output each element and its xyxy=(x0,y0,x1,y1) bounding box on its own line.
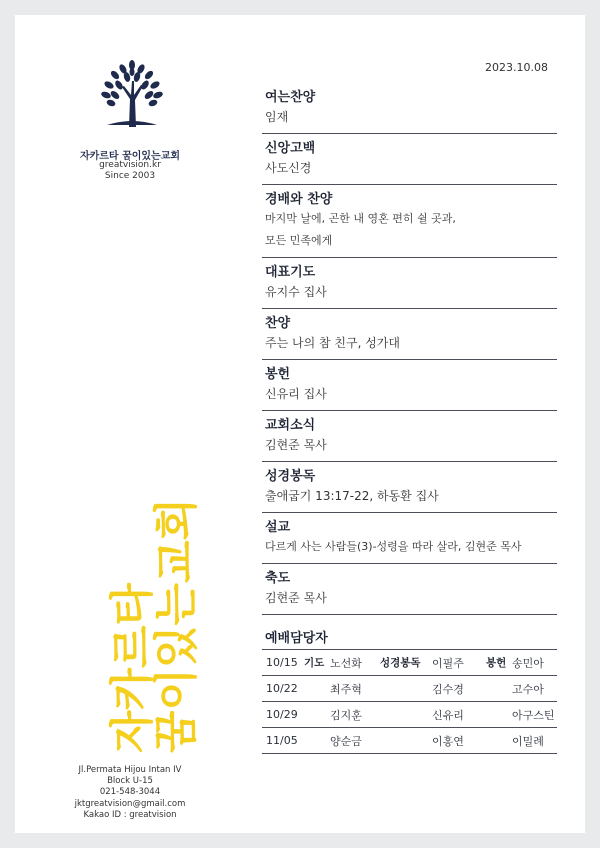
bulletin-date: 2023.10.08 xyxy=(485,61,548,74)
order-item xyxy=(262,185,557,258)
prayer-person: 노선화 xyxy=(330,650,380,676)
order-item-title: 대표기도 xyxy=(265,265,316,280)
offering-person: 아구스틴 xyxy=(512,702,557,728)
order-item-desc: 유지수 집사 xyxy=(265,285,327,299)
order-item-title: 교회소식 xyxy=(265,418,316,433)
table-row xyxy=(262,650,557,676)
offering-person: 송민아 xyxy=(512,650,557,676)
vertical-title-line-1: 자카르타 xyxy=(107,582,158,753)
offering-label: 봉헌 xyxy=(486,650,512,676)
prayer-person: 최주혁 xyxy=(330,676,380,702)
order-item xyxy=(262,309,557,360)
order-item-title: 경배와 찬양 xyxy=(265,192,333,207)
bulletin-page xyxy=(15,15,585,833)
order-item xyxy=(262,411,557,462)
reading-label: 성경봉독 xyxy=(380,650,432,676)
staff-date: 10/22 xyxy=(262,676,304,702)
order-item-desc: 김현준 목사 xyxy=(265,591,327,605)
order-item-title: 설교 xyxy=(265,520,291,535)
order-item-title: 신앙고백 xyxy=(265,141,316,156)
offering-person: 고수아 xyxy=(512,676,557,702)
church-address xyxy=(40,765,220,821)
vertical-title-line-2: 꿈이있는교회 xyxy=(151,497,202,753)
order-item-desc: 임재 xyxy=(265,110,289,124)
table-row xyxy=(262,728,557,754)
order-item-desc: 사도신경 xyxy=(265,161,312,175)
prayer-person: 김지훈 xyxy=(330,702,380,728)
worship-order xyxy=(262,83,557,615)
prayer-label: 기도 xyxy=(304,650,330,676)
tree-logo-icon xyxy=(77,57,187,127)
email-address: jktgreatvision@gmail.com xyxy=(74,798,186,809)
staff-date: 10/15 xyxy=(262,650,304,676)
reading-person: 이필주 xyxy=(432,650,486,676)
address-line: Block U-15 xyxy=(107,776,153,787)
kakao-id: Kakao ID : greatvision xyxy=(83,809,177,820)
order-item-desc: 마지막 날에, 곤한 내 영혼 편히 쉴 곳과, xyxy=(265,212,456,225)
staff-table xyxy=(262,649,557,754)
offering-person: 이밀례 xyxy=(512,728,557,754)
prayer-person: 양순금 xyxy=(330,728,380,754)
order-item-desc: 김현준 목사 xyxy=(265,438,327,452)
table-row xyxy=(262,702,557,728)
order-item xyxy=(262,462,557,513)
order-item xyxy=(262,564,557,615)
order-item xyxy=(262,134,557,185)
reading-person: 이홍연 xyxy=(432,728,486,754)
table-row xyxy=(262,676,557,702)
order-item-title: 봉헌 xyxy=(265,367,291,382)
order-item-title: 성경봉독 xyxy=(265,469,316,484)
staff-date: 11/05 xyxy=(262,728,304,754)
order-item-title: 여는찬양 xyxy=(265,90,316,105)
order-item-title: 찬양 xyxy=(265,316,291,331)
staff-date: 10/29 xyxy=(262,702,304,728)
church-website: greatvision.kr xyxy=(99,160,161,170)
address-line: Jl.Permata Hijou Intan IV xyxy=(78,765,182,775)
order-item xyxy=(262,258,557,309)
order-item-desc: 다르게 사는 사람들(3)-성령을 따라 살라, 김현준 목사 xyxy=(265,540,522,553)
reading-person: 김수경 xyxy=(432,676,486,702)
order-item xyxy=(262,513,557,564)
staff-section-title: 예배담당자 xyxy=(265,631,328,646)
church-since: Since 2003 xyxy=(104,171,156,181)
order-item xyxy=(262,360,557,411)
phone-number: 021-548-3044 xyxy=(99,787,161,798)
order-item xyxy=(262,83,557,134)
order-item-desc: 출애굽기 13:17-22, 하동환 집사 xyxy=(265,489,439,503)
order-item-desc: 모든 민족에게 xyxy=(265,234,333,247)
reading-person: 신유리 xyxy=(432,702,486,728)
vertical-church-title xyxy=(107,435,202,755)
order-item-desc: 주는 나의 참 친구, 성가대 xyxy=(265,336,400,350)
church-name: 자카르타 꿈이있는교회 xyxy=(79,151,181,162)
order-item-desc: 신유리 집사 xyxy=(265,387,327,401)
order-item-title: 축도 xyxy=(265,571,291,586)
